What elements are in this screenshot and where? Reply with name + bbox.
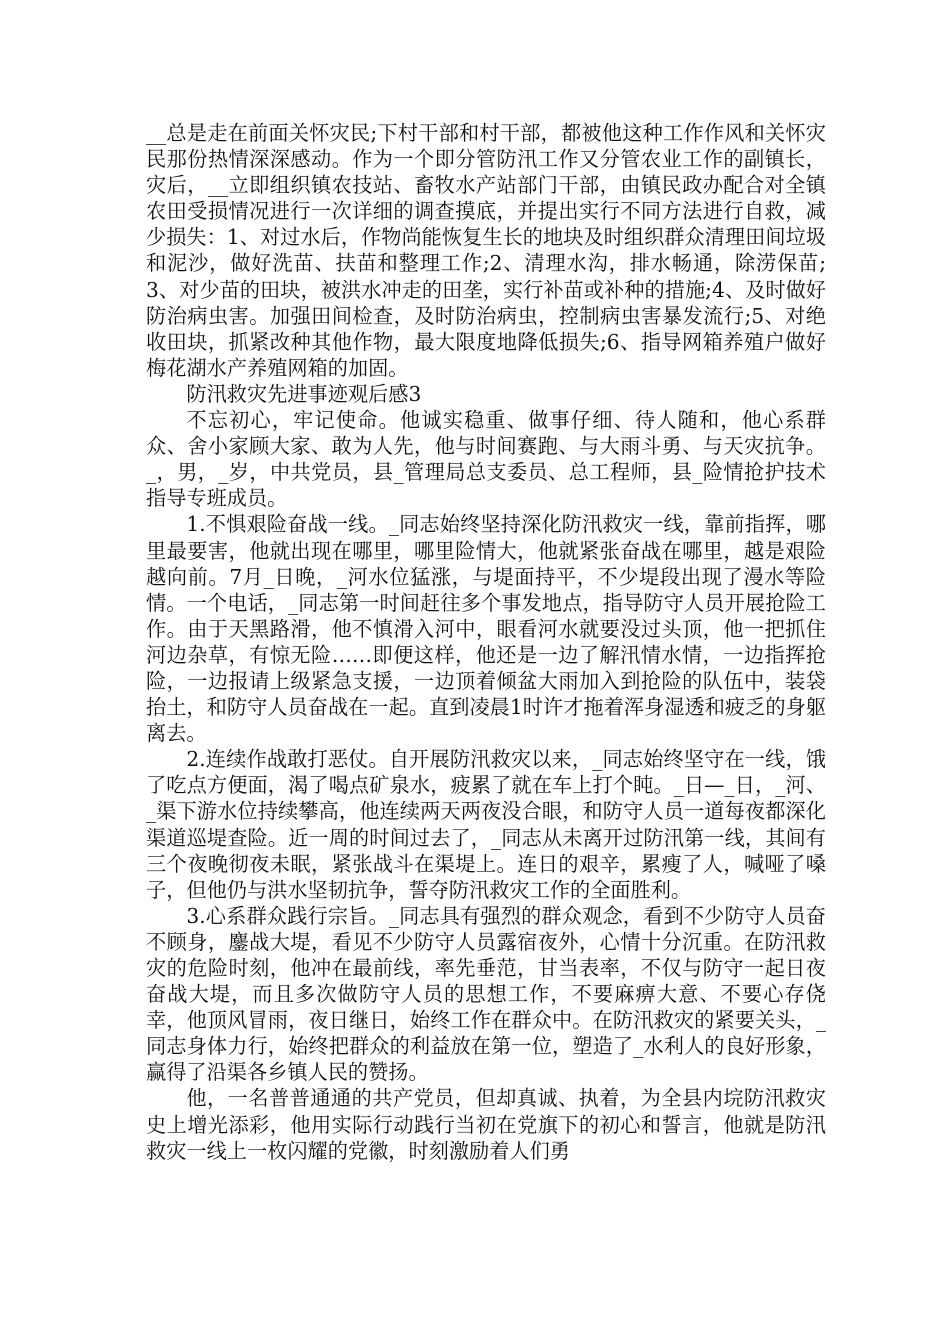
document-body bbox=[146, 120, 826, 1164]
paragraph-point-1: 1.不惧艰险奋战一线。_同志始终坚持深化防汛救灾一线，靠前指挥，哪里最要害，他就出现在哪里，哪里险情大，他就紧张奋战在哪里，越是艰险越向前。7月_日晚，_河水位猛涨，与堤面持平，不少堤段出现了漫水等险情。一个电话，_同志第一时间赶往多个事发地点，指导防守人员开展抢险工作。由于天黑路滑，他不慎滑入河中，眼看河水就要没过头顶，他一把抓住河边杂草，有惊无险……即便这样，他还是一边了解汛情水情，一边指挥抢险，一边报请上级紧急支援，一边顶着倾盆大雨加入到抢险的队伍中，装袋抬土，和防守人员奋战在一起。直到凌晨1时许才拖着浑身湿透和疲乏的身躯离去。 bbox=[146, 512, 826, 746]
paragraph-point-2: 2.连续作战敢打恶仗。自开展防汛救灾以来，_同志始终坚守在一线，饿了吃点方便面，渴了喝点矿泉水，疲累了就在车上打个盹。_日—_日，_河、_渠下游水位持续攀高，他连续两天两夜没合眼，和防守人员一道每夜都深化渠道巡堤查险。近一周的时间过去了，_同志从未离开过防汛第一线，其间有三个夜晚彻夜未眠，紧张战斗在渠堤上。连日的艰辛，累瘦了人，喊哑了嗓子，但他仍与洪水坚韧抗争，誓夺防汛救灾工作的全面胜利。 bbox=[146, 747, 826, 902]
paragraph-continued: __总是走在前面关怀灾民;下村干部和村干部，都被他这种工作作风和关怀灾民那份热情深深感动。作为一个即分管防汛工作又分管农业工作的副镇长，灾后，__立即组织镇农技站、畜牧水产站部门干部，由镇民政办配合对全镇农田受损情况进行一次详细的调查摸底，并提出实行不同方法进行自救，减少损失：1、对过水后，作物尚能恢复生长的地块及时组织群众清理田间垃圾和泥沙，做好洗苗、扶苗和整理工作;2、清理水沟，排水畅通，除涝保苗;3、对少苗的田块，被洪水冲走的田垄，实行补苗或补种的措施;4、及时做好防治病虫害。加强田间检查，及时防治病虫，控制病虫害暴发流行;5、对绝收田块，抓紧改种其他作物，最大限度地降低损失;6、指导网箱养殖户做好梅花湖水产养殖网箱的加固。 bbox=[146, 121, 826, 380]
section-heading: 防汛救灾先进事迹观后感3 bbox=[186, 381, 422, 406]
paragraph-closing: 他，一名普普通通的共产党员，但却真诚、执着，为全县内垸防汛救灾史上增光添彩，他用实际行动践行当初在党旗下的初心和誓言，他就是防汛救灾一线上一枚闪耀的党徽，时刻激励着人们勇 bbox=[146, 1086, 826, 1163]
paragraph-point-3: 3.心系群众践行宗旨。_同志具有强烈的群众观念，看到不少防守人员奋不顾身，鏖战大堤，看见不少防守人员露宿夜外，心情十分沉重。在防汛救灾的危险时刻，他冲在最前线，率先垂范，甘当表率，不仅与防守一起日夜奋战大堤，而且多次做防守人员的思想工作，不要麻痹大意、不要心存侥幸，他顶风冒雨，夜日继日，始终工作在群众中。在防汛救灾的紧要关头，_同志身体力行，始终把群众的利益放在第一位，塑造了_水利人的良好形象，赢得了沿渠各乡镇人民的赞扬。 bbox=[146, 903, 826, 1085]
paragraph-intro: 不忘初心，牢记使命。他诚实稳重、做事仔细、待人随和，他心系群众、舍小家顾大家、敢为人先，他与时间赛跑、与大雨斗勇、与天灾抗争。_，男，_岁，中共党员，县_管理局总支委员、总工程师，县_险情抢护技术指导专班成员。 bbox=[146, 408, 826, 511]
